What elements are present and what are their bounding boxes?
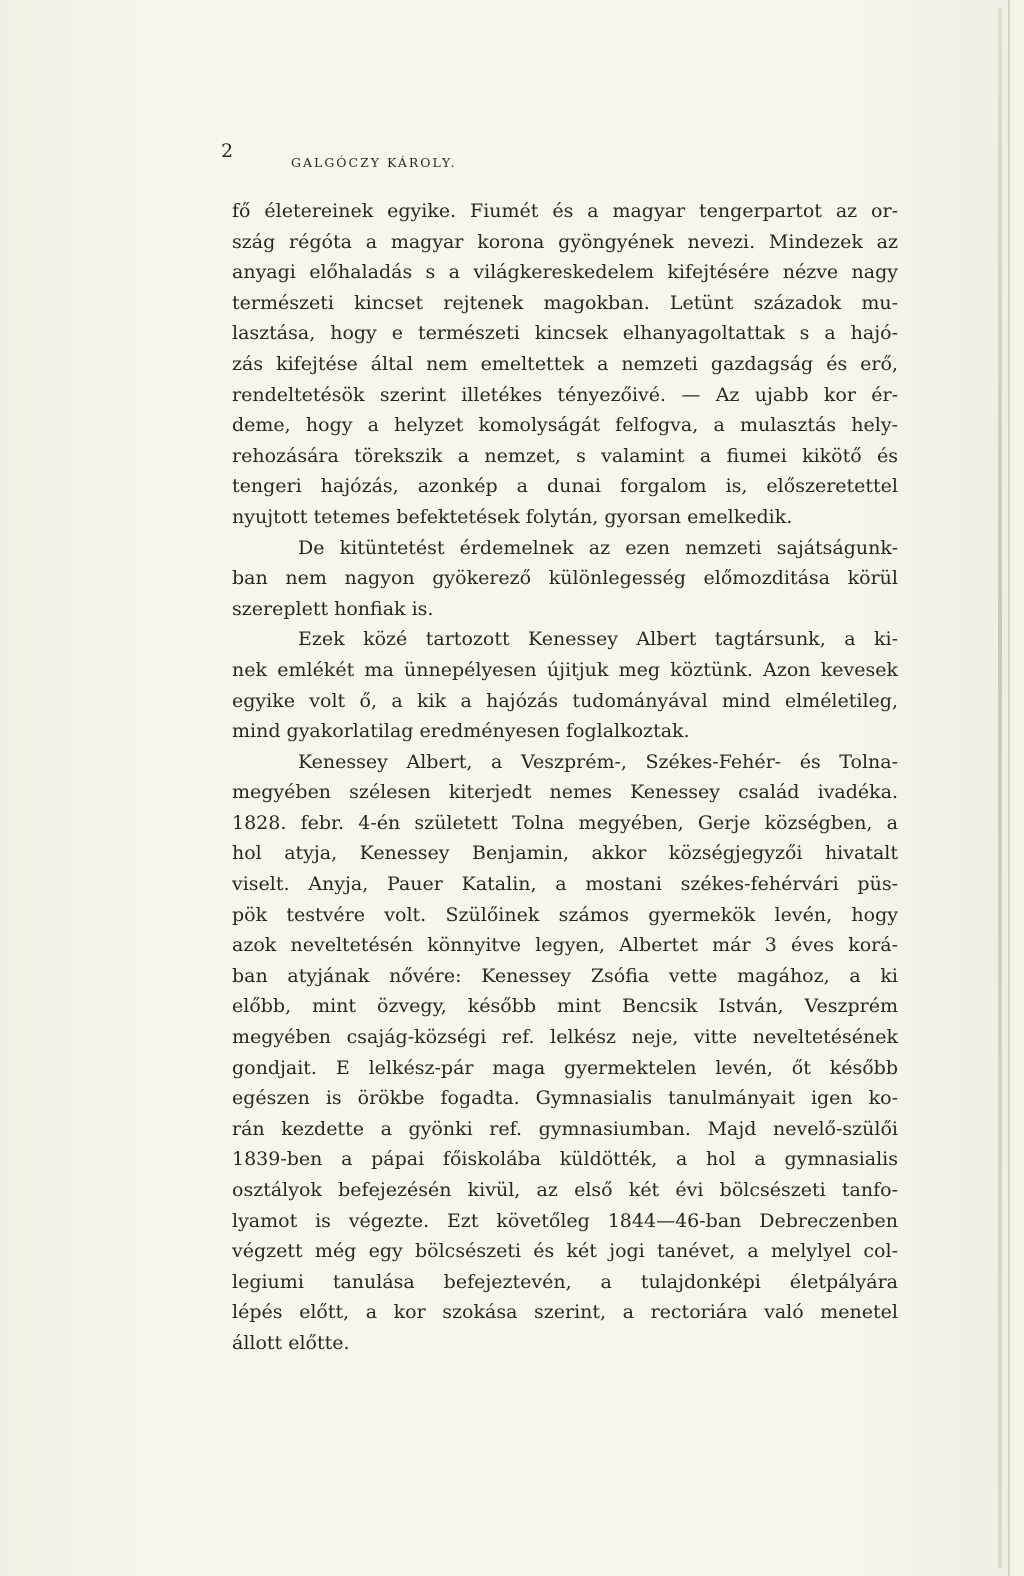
text-line: legiumi tanulása befejeztevén, a tulajdonképi életpályára: [232, 1270, 898, 1293]
paragraph-1: [232, 196, 898, 533]
text-line: azok neveltetésén könnyitve legyen, Albertet már 3 éves korá-: [232, 934, 898, 957]
text-line: szereplett honfiak is.: [232, 597, 434, 620]
text-line: osztályok befejezésén kivül, az első két évi bölcsészeti tanfo-: [232, 1179, 898, 1201]
running-head: [221, 140, 921, 170]
text-line: szág régóta a magyar korona gyöngyének nevezi. Mindezek az: [232, 230, 898, 253]
running-head-author: GALGÓCZY KÁROLY.: [291, 155, 457, 170]
text-line: nek emlékét ma ünnepélyesen újitjuk meg köztünk. Azon kevesek: [232, 658, 898, 681]
text-line: zás kifejtése által nem emeltettek a nemzeti gazdagság és erő,: [232, 352, 898, 375]
text-line: hol atyja, Kenessey Benjamin, akkor községjegyzői hivatalt: [232, 842, 898, 865]
paragraph-2: [232, 533, 898, 625]
text-line: rendeltetésök szerint illetékes tényezőivé. — Az ujabb kor ér-: [232, 383, 898, 406]
text-line: gondjait. E lelkész-pár maga gyermektelen levén, őt később: [232, 1056, 898, 1079]
text-line: megyében csajág-községi ref. lelkész neje, vitte neveltetésének: [232, 1026, 898, 1049]
text-line: előbb, mint özvegy, később mint Bencsik István, Veszprém: [232, 995, 898, 1018]
text-line: nyujtott tetemes befektetések folytán, gyorsan emelkedik.: [232, 505, 793, 528]
page-number: 2: [221, 140, 234, 162]
paragraph-4: [232, 747, 898, 1359]
text-line: egészen is örökbe fogadta. Gymnasialis tanulmányait igen ko-: [232, 1087, 898, 1110]
text-line: Kenessey Albert, a Veszprém-, Székes-Fehér- és Tolna-: [298, 750, 898, 773]
text-line: mind gyakorlatilag eredményesen foglalkoztak.: [232, 720, 690, 743]
text-line: pök testvére volt. Szülőinek számos gyermekök levén, hogy: [232, 903, 898, 926]
text-line: végzett még egy bölcsészeti és két jogi tanévet, a melylyel col-: [232, 1240, 898, 1263]
text-line: egyike volt ő, a kik a hajózás tudományával mind elméletileg,: [232, 689, 898, 712]
text-line: állott előtte.: [232, 1331, 350, 1354]
text-line: 1839-ben a pápai főiskolába küldötték, a hol a gymnasialis: [232, 1148, 898, 1171]
body-text: [232, 196, 898, 1359]
text-line: De kitüntetést érdemelnek az ezen nemzeti sajátságunk-: [298, 536, 898, 559]
text-line: 1828. febr. 4-én született Tolna megyében, Gerje községben, a: [232, 811, 898, 834]
page-edge: [998, 8, 1002, 1568]
text-line: Ezek közé tartozott Kenessey Albert tagtársunk, a ki-: [298, 628, 898, 651]
text-line: rehozására törekszik a nemzet, s valamint a fiumei kikötő és: [232, 444, 898, 467]
text-line: tengeri hajózás, azonkép a dunai forgalom is, előszeretettel: [232, 475, 898, 498]
text-line: viselt. Anyja, Pauer Katalin, a mostani székes-fehérvári püs-: [232, 873, 898, 896]
text-line: ban nem nagyon gyökerező különlegesség előmozditása körül: [232, 567, 898, 590]
text-line: anyagi előhaladás s a világkereskedelem kifejtésére nézve nagy: [232, 261, 898, 284]
text-line: deme, hogy a helyzet komolyságát felfogva, a mulasztás hely-: [232, 414, 898, 437]
text-line: megyében szélesen kiterjedt nemes Kenessey család ivadéka.: [232, 781, 898, 804]
paragraph-3: [232, 624, 898, 746]
text-line: lyamot is végezte. Ezt követőleg 1844—46-ban Debreczenben: [232, 1209, 898, 1232]
text-line: természeti kincset rejtenek magokban. Letünt századok mu-: [232, 291, 898, 314]
text-line: lépés előtt, a kor szokása szerint, a rectoriára való menetel: [232, 1301, 898, 1324]
text-line: ban atyjának nővére: Kenessey Zsófia vette magához, a ki: [232, 964, 898, 987]
text-line: fő életereinek egyike. Fiumét és a magyar tengerpartot az or-: [232, 200, 898, 222]
text-line: rán kezdette a gyönki ref. gymnasiumban. Majd nevelő-szülői: [232, 1117, 898, 1140]
text-line: lasztása, hogy e természeti kincsek elhanyagoltattak s a hajó-: [232, 322, 898, 345]
